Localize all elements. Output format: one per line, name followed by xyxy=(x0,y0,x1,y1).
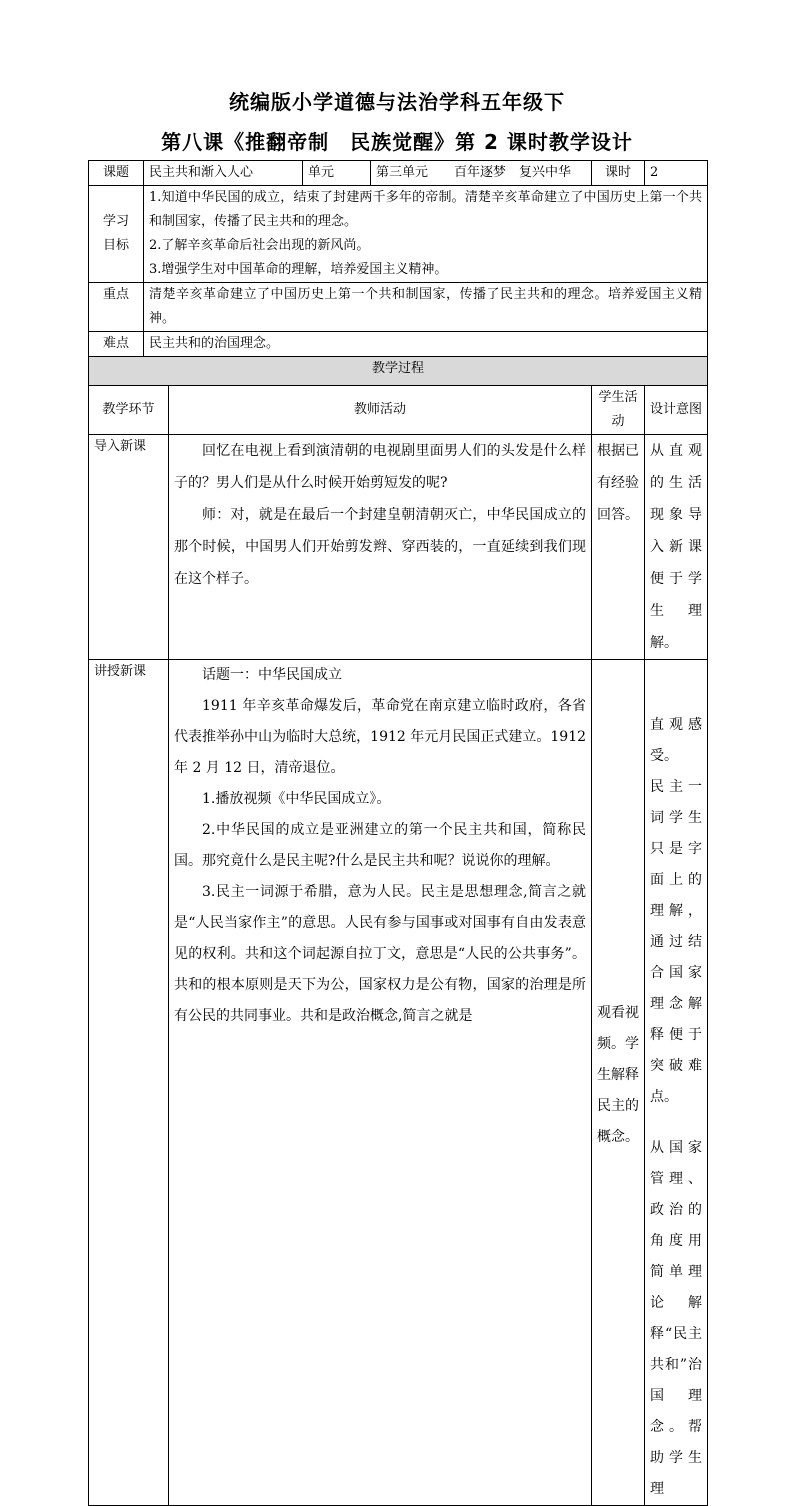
intro-row xyxy=(89,435,708,660)
topic-label: 课题 xyxy=(89,161,144,186)
teacher-paragraph: 1.播放视频《中华民国成立》。 xyxy=(202,791,391,807)
unit-value: 第三单元 百年逐梦 复兴中华 xyxy=(371,161,592,186)
difficulty-text: 民主共和的治国理念。 xyxy=(144,332,708,357)
lecture-intent xyxy=(645,660,708,1506)
intro-stage: 导入新课 xyxy=(89,435,169,660)
header-stage: 教学环节 xyxy=(89,386,169,435)
topic-value: 民主共和渐入人心 xyxy=(144,161,303,186)
goal-item: 3.增强学生对中国革命的理解，培养爱国主义精神。 xyxy=(149,262,448,277)
difficulty-row xyxy=(89,332,708,357)
header-student: 学生活动 xyxy=(592,386,645,435)
process-header-row xyxy=(89,386,708,435)
student-activity: 观看视频。学生解释民主的概念。 xyxy=(597,1005,640,1145)
goal-item: 2.了解辛亥革命后社会出现的新风尚。 xyxy=(149,238,370,253)
lecture-row xyxy=(89,660,708,1506)
intro-student: 根据已有经验回答。 xyxy=(592,435,645,660)
intent-paragraph: 从国家管理、政治的角度用简单理论解释“民主共和”治国理念。帮助学生理 xyxy=(650,1140,703,1497)
period-label: 课时 xyxy=(592,161,645,186)
goals-label-line-1: 学习 xyxy=(102,214,129,229)
header-intent: 设计意图 xyxy=(645,386,708,435)
key-point-label: 重点 xyxy=(89,283,144,332)
info-row xyxy=(89,161,708,186)
intent-paragraph: 民主一词学生只是字面上的理解，通过结合国家理念解释便于突破难点。 xyxy=(650,779,703,1105)
teacher-paragraph: 师：对，就是在最后一个封建皇朝清朝灭亡，中华民国成立的那个时候，中国男人们开始剪发辫、穿西装的，一直延续到我们现在这个样子。 xyxy=(174,507,587,587)
goals-label-line-2: 目标 xyxy=(102,238,129,253)
lecture-student xyxy=(592,660,645,1506)
teacher-paragraph: 回忆在电视上看到演清朝的电视剧里面男人们的头发是什么样子的？男人们是从什么时候开始剪短发的呢? xyxy=(174,443,587,491)
unit-label: 单元 xyxy=(303,161,371,186)
lesson-plan-table xyxy=(88,160,708,1506)
document-subtitle: 第八课《推翻帝制 民族觉醒》第 2 课时教学设计 xyxy=(161,130,633,154)
intro-intent: 从直观的生活现象导入新课便于学生理解。 xyxy=(645,435,708,660)
key-point-row xyxy=(89,283,708,332)
goals-row xyxy=(89,186,708,283)
intro-teacher xyxy=(169,435,592,660)
goal-item: 1.知道中华民国的成立，结束了封建两千多年的帝制。清楚辛亥革命建立了中国历史上第一个共和制国家，传播了民主共和的理念。 xyxy=(149,190,703,229)
header-teacher: 教师活动 xyxy=(169,386,592,435)
teacher-paragraph: 3.民主一词源于希腊，意为人民。民主是思想理念,简言之就是“人民当家作主”的意思。人民有参与国事或对国事有自由发表意见的权利。共和这个词起源自拉丁文，意思是“人民的公共事务”。共和的根本原则是天下为公，国家权力是公有物，国家的治理是所有公民的共同事业。共和是政治概念,简言之就是 xyxy=(174,884,587,1024)
process-band: 教学过程 xyxy=(89,357,708,386)
intent-paragraph: 直观感受。 xyxy=(650,717,703,764)
lecture-stage: 讲授新课 xyxy=(89,660,169,1506)
goals-content xyxy=(144,186,708,283)
difficulty-label: 难点 xyxy=(89,332,144,357)
key-point-text: 清楚辛亥革命建立了中国历史上第一个共和制国家，传播了民主共和的理念。培养爱国主义精神。 xyxy=(144,283,708,332)
teacher-paragraph: 2.中华民国的成立是亚洲建立的第一个民主共和国，简称民国。那究竟什么是民主呢?什么是民主共和呢？说说你的理解。 xyxy=(174,822,587,869)
period-value: 2 xyxy=(645,161,708,186)
process-band-row xyxy=(89,357,708,386)
teacher-paragraph: 话题一：中华民国成立 xyxy=(202,667,342,683)
document-title: 统编版小学道德与法治学科五年级下 xyxy=(229,90,565,114)
goals-label xyxy=(89,186,144,283)
lecture-teacher xyxy=(169,660,592,1506)
teacher-paragraph: 1911 年辛亥革命爆发后，革命党在南京建立临时政府，各省代表推举孙中山为临时大总统，1912 年元月民国正式建立。1912 年 2 月 12 日，清帝退位。 xyxy=(174,698,587,776)
